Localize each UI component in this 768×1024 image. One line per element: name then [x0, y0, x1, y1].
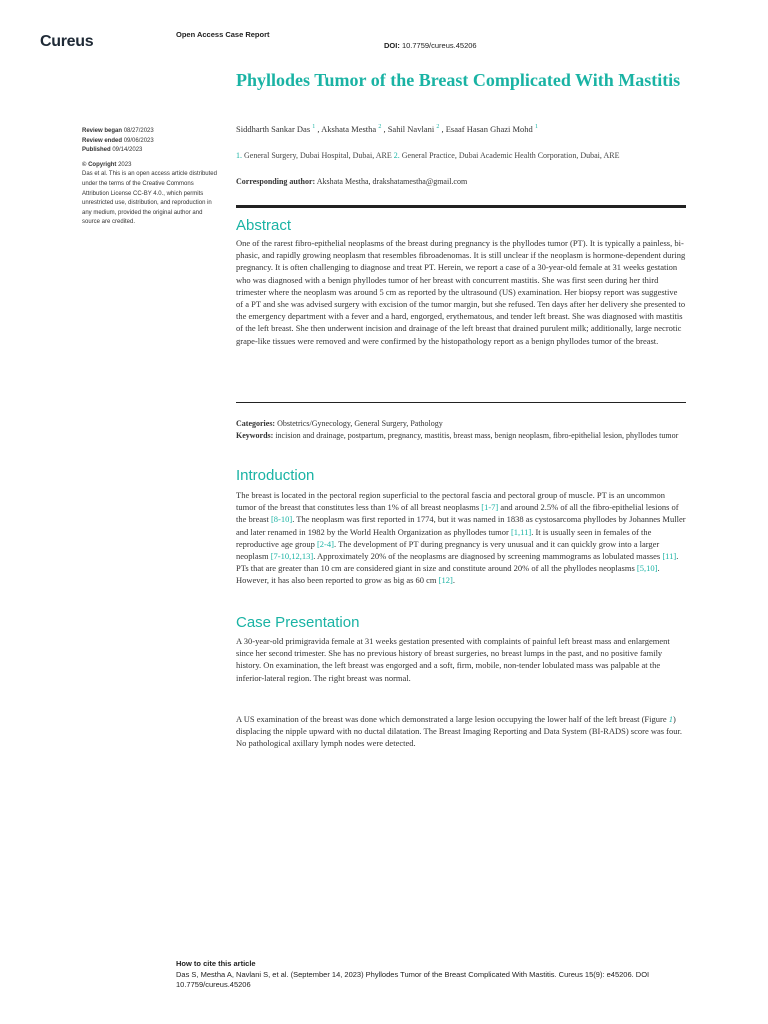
citation-link[interactable]: [5,10] — [636, 563, 658, 574]
citation-link[interactable]: [7-10,12,13] — [270, 551, 314, 562]
author-name[interactable]: Akshata Mestha — [321, 124, 377, 134]
author-list: Siddharth Sankar Das $^1$ , Akshata Mestha $^2$ , Sahil Navlani $^2$ , Esaaf Hasan Ghazi Mohd $^1$ — [236, 124, 538, 134]
divider — [236, 205, 686, 208]
citation-link[interactable]: [12] — [438, 575, 453, 586]
author-name[interactable]: Esaaf Hasan Ghazi Mohd — [445, 124, 533, 134]
doi-value[interactable]: 10.7759/cureus.45206 — [401, 41, 477, 50]
citation-link[interactable]: [2-4] — [316, 538, 334, 549]
author-name[interactable]: Sahil Navlani — [387, 124, 435, 134]
case-paragraph: A US examination of the breast was done which demonstrated a large lesion occupying the lower half of the left breast (Figure 1) displacing the nipple upward with no ductal dilatation. The Breast Imaging Reporting and Data System (BI-RADS) score was four. No pathological axillary lymph nodes were detected. — [236, 714, 683, 749]
corresponding-author: Corresponding author: Akshata Mestha, drakshatamestha@gmail.com — [236, 177, 468, 186]
introduction-heading: Introduction — [236, 467, 315, 484]
citation-link[interactable]: [8-10] — [270, 514, 293, 525]
cureus-logo[interactable]: Cureus — [40, 33, 94, 50]
sidebar-metadata — [82, 127, 222, 228]
citation-link[interactable]: [1-7] — [481, 502, 499, 513]
case-paragraph: A 30-year-old primigravida female at 31 weeks gestation presented with complaints of painful left breast mass and enlargement since her second trimester. She has no previous history of breast surgeries, no breast lumps in the past, and no positive family history. On examination, the left breast was engorged and a soft, firm, mobile, non-tender lobulated mass was palpable at the inferior-lateral region. The right breast was normal. — [236, 636, 670, 683]
author-name[interactable]: Siddharth Sankar Das — [236, 124, 311, 134]
doi — [384, 41, 477, 50]
doi-label: DOI: — [384, 41, 400, 50]
citation-link[interactable]: [11] — [662, 551, 677, 562]
citation-link[interactable]: [1,11] — [510, 526, 532, 537]
review-ended: Review ended 09/06/2023 — [82, 137, 154, 144]
categories: Categories: Obstetrics/Gynecology, General Surgery, Pathology — [236, 419, 443, 428]
introduction-text: The breast is located in the pectoral region superficial to the pectoral fascia and pectoral group of muscle. PT is an uncommon tumor of the breast that constitutes less than 1% of all breast neoplasms [1-7] and around 2.5% of all the fibro-epithelial lesions of the breast [8-10]. The neoplasm was first reported in 1774, but it was named in 1838 as cystosarcoma phyllodes by Johannes Muller and later renamed in 1982 by the World Health Organization as phyllodes tumor [1,11]. It is usually seen in females of the reproductive age group [2-4]. The development of PT during pregnancy is very unusual and it can quickly grow into a larger neoplasm [7-10,12,13]. Approximately 20% of the neoplasms are diagnosed by screening mammograms as lobulated masses [11]. PTs that are greater than 10 cm are considered giant in size and constitute around 20% of all the phyllodes neoplasms [5,10]. However, it has also been reported to grow as big as 60 cm [12]. — [236, 490, 686, 586]
abstract-heading: Abstract — [236, 217, 292, 234]
affiliation: General Surgery, Dubai Hospital, Dubai, ARE — [244, 151, 392, 160]
affiliation: General Practice, Dubai Academic Health Corporation, Dubai, ARE — [401, 151, 620, 160]
affiliations: 1. General Surgery, Dubai Hospital, Dubai, ARE 2. General Practice, Dubai Academic Health Corporation, Dubai, ARE — [236, 151, 620, 160]
license-text: Das et al. This is an open access article distributed under the terms of the Creative Commons Attribution License CC-BY 4.0., which permits unrestricted use, distribution, and reproduction in any medium, provided the original author and source are credited. — [82, 171, 217, 226]
citation-text: Das S, Mestha A, Navlani S, et al. (September 14, 2023) Phyllodes Tumor of the Breast Complicated With Mastitis. Cureus 15(9): e45206. DOI 10.7759/cureus.45206 — [176, 969, 650, 989]
divider — [236, 402, 686, 403]
abstract-text: One of the rarest fibro-epithelial neoplasms of the breast during pregnancy is the phyllodes tumor (PT). It is typically a painless, bi-phasic, and rapidly growing neoplasm that resembles fibroadenomas. It is still unclear if the neoplasm is hormone-dependent during pregnancy. It is often challenging to diagnose and treat PT. Herein, we report a case of a 30-year-old female at 31 weeks gestation who was diagnosed with a benign phyllodes tumor of her breast with concurrent mastitis. She was first seen during her third trimester where the neoplasm was around 5 cm as reported by the ultrasound (US) examination. Her biopsy report was suggestive of a PT and she was advised surgery with excision of the tumor margin, but she refused. Ten days after her delivery she presented to the emergency department with a fever and a hard, engorged, erythematous, and tender left breast. She was diagnosed with mastitis of the left breast. She then underwent incision and drainage of the left breast that drained purulent milk; additionally, large necrotic grape-like tissues were removed and were confirmed by the histopathology report as a benign phyllodes tumor of the breast. — [236, 238, 686, 346]
keywords: Keywords: incision and drainage, postpartum, pregnancy, mastitis, breast mass, benign neoplasm, fibro-epithelial lesion, phyllodes tumor — [236, 431, 679, 440]
how-to-cite-heading: How to cite this article — [176, 959, 256, 968]
article-title: Phyllodes Tumor of the Breast Complicated With Mastitis — [236, 70, 681, 90]
published-date: Published 09/14/2023 — [82, 147, 143, 154]
review-began: Review began 08/27/2023 — [82, 128, 154, 134]
article-type: Open Access Case Report — [176, 30, 270, 39]
how-to-cite — [176, 959, 721, 991]
case-presentation-heading: Case Presentation — [236, 614, 360, 631]
copyright: © Copyright 2023 — [82, 161, 132, 168]
figure-link[interactable]: 1 — [668, 714, 673, 724]
